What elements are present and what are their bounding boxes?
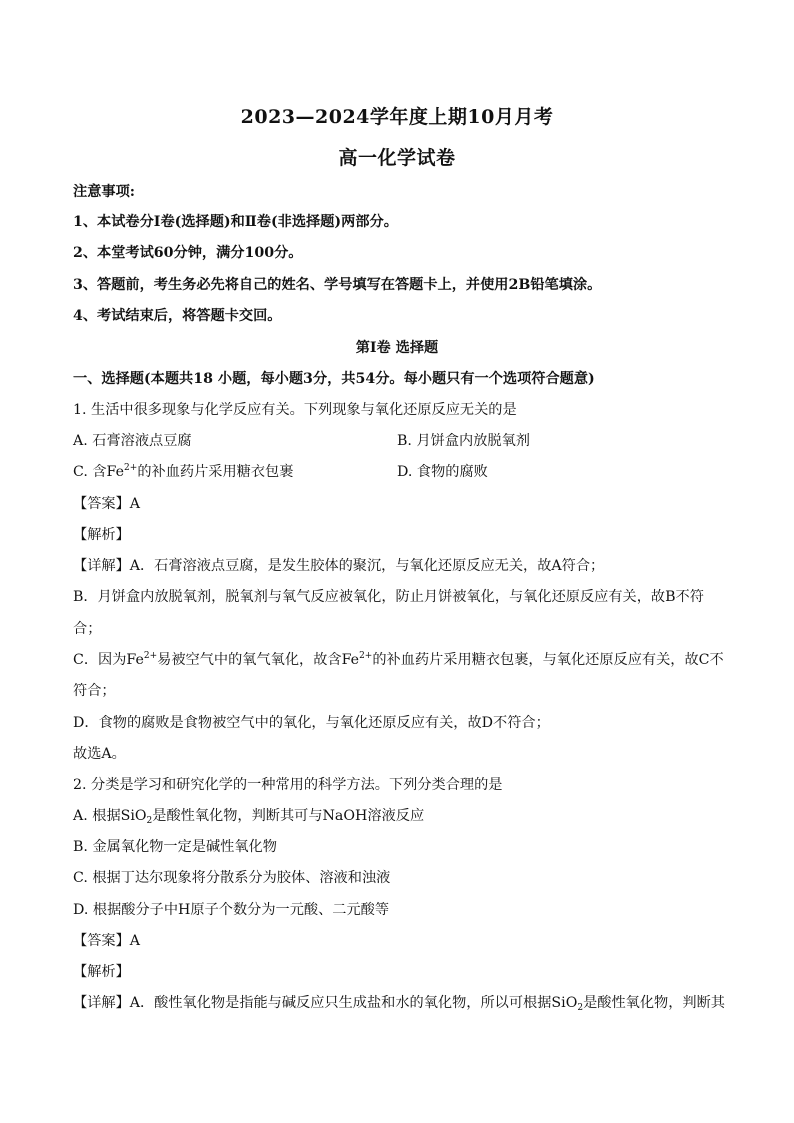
q1-option-c-pre: C. 含Fe bbox=[73, 464, 125, 480]
q1-option-d: D. 食物的腐败 bbox=[397, 464, 488, 480]
q2-detail-a-post: 是酸性氧化物，判断其 bbox=[583, 995, 725, 1011]
q2-option-c: C. 根据丁达尔现象将分散系分为胶体、溶液和浊液 bbox=[73, 870, 391, 886]
q1-detail-c-charge-2: 2+ bbox=[359, 651, 373, 661]
q1-option-c-post: 的补血药片采用糖衣包裹 bbox=[137, 464, 294, 480]
q1-detail-a: 【详解】A．石膏溶液点豆腐，是发生胶体的聚沉，与氧化还原反应无关，故A符合； bbox=[73, 558, 605, 574]
q2-stem: 2. 分类是学习和研究化学的一种常用的科学方法。下列分类合理的是 bbox=[73, 777, 503, 793]
q2-detail-a bbox=[73, 993, 733, 1013]
q1-option-c-charge: 2+ bbox=[124, 463, 138, 473]
q1-option-a: A. 石膏溶液点豆腐 bbox=[73, 433, 192, 449]
notice-item-4: 4、考试结束后，将答题卡交回。 bbox=[73, 308, 282, 324]
section-instruction: 一、选择题(本题共18 小题，每小题3分，共54分。每小题只有一个选项符合题意) bbox=[73, 371, 595, 387]
q1-analysis-label: 【解析】 bbox=[73, 527, 130, 543]
q1-detail-b-line1: B．月饼盒内放脱氧剂，脱氧剂与氧气反应被氧化，防止月饼被氧化，与氧化还原反应有关，故B不符 bbox=[73, 589, 704, 605]
q2-option-a-subscript: 2 bbox=[146, 816, 153, 826]
q2-option-d: D. 根据酸分子中H原子个数分为一元酸、二元酸等 bbox=[73, 902, 390, 918]
q1-detail-d: D．食物的腐败是食物被空气中的氧化，与氧化还原反应有关，故D不符合； bbox=[73, 715, 550, 731]
q1-answer: 【答案】A bbox=[73, 496, 140, 512]
exam-title: 2023—2024学年度上期10月月考 bbox=[240, 106, 554, 128]
q1-detail-c-part1: C．因为Fe bbox=[73, 652, 144, 668]
q1-detail-b-line2: 合； bbox=[73, 621, 102, 637]
q1-option-b: B. 月饼盒内放脱氧剂 bbox=[397, 433, 530, 449]
q1-detail-c-line1 bbox=[73, 650, 733, 670]
notice-item-3: 3、答题前，考生务必先将自己的姓名、学号填写在答题卡上，并使用2B铅笔填涂。 bbox=[73, 277, 602, 293]
q2-detail-a-subscript: 2 bbox=[577, 1003, 584, 1013]
q1-detail-c-line2: 符合； bbox=[73, 683, 116, 699]
q2-option-a bbox=[73, 806, 733, 826]
notice-heading: 注意事项: bbox=[73, 184, 135, 200]
q1-detail-c-part2: 易被空气中的氧气氧化，故含Fe bbox=[157, 652, 360, 668]
q2-option-b: B. 金属氧化物一定是碱性氧化物 bbox=[73, 839, 277, 855]
exam-subtitle: 高一化学试卷 bbox=[338, 147, 456, 169]
q1-conclusion: 故选A。 bbox=[73, 746, 126, 762]
section-title: 第Ⅰ卷 选择题 bbox=[355, 340, 439, 356]
q1-detail-c-part3: 的补血药片采用糖衣包裹，与氧化还原反应有关，故C不 bbox=[372, 652, 724, 668]
q2-answer: 【答案】A bbox=[73, 933, 140, 949]
q1-detail-c-charge-1: 2+ bbox=[143, 651, 158, 661]
q2-option-a-post: 是酸性氧化物，判断其可与NaOH溶液反应 bbox=[152, 808, 425, 824]
q2-option-a-pre: A. 根据SiO bbox=[73, 808, 147, 824]
notice-item-2: 2、本堂考试60分钟，满分100分。 bbox=[73, 245, 303, 261]
q1-option-c bbox=[73, 462, 293, 482]
q2-analysis-label: 【解析】 bbox=[73, 964, 130, 980]
notice-item-1: 1、本试卷分Ⅰ卷(选择题)和Ⅱ卷(非选择题)两部分。 bbox=[73, 214, 398, 230]
q2-detail-a-pre: 【详解】A．酸性氧化物是指能与碱反应只生成盐和水的氧化物，所以可根据SiO bbox=[73, 995, 578, 1011]
q1-stem: 1. 生活中很多现象与化学反应有关。下列现象与氧化还原反应无关的是 bbox=[73, 402, 517, 418]
